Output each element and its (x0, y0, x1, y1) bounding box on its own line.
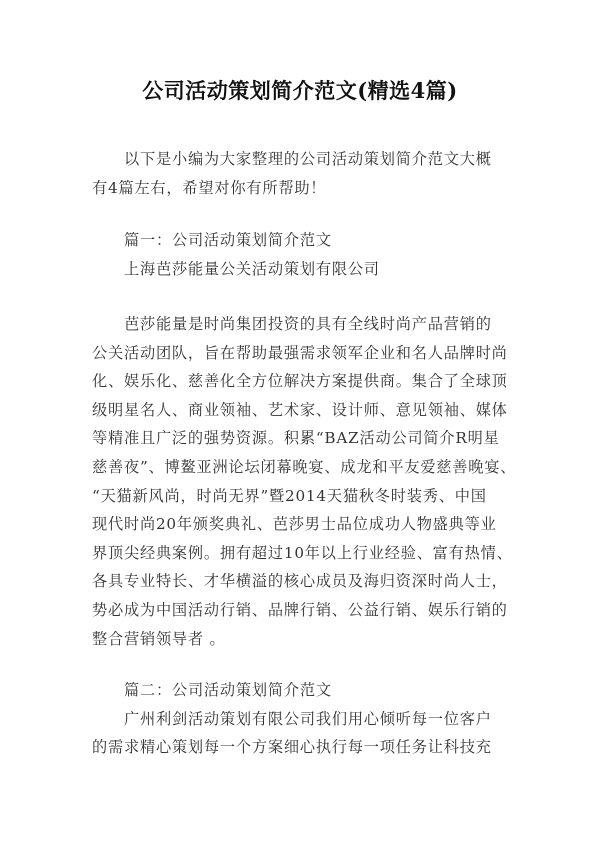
section-two-heading: 篇二：公司活动策划简介范文 (124, 681, 332, 699)
section-one-heading: 篇一：公司活动策划简介范文 (124, 231, 332, 249)
body-line: 公关活动团队，旨在帮助最强需求领军企业和名人品牌时尚 (92, 343, 508, 362)
section-two (92, 676, 510, 762)
body-line: “天猫新风尚，时尚无界”暨2014天猫秋冬时装秀、中国 (92, 486, 487, 505)
body-line: 化、娱乐化、慈善化全方位解决方案提供商。集合了全球顶 (92, 372, 508, 391)
intro-line: 有4篇左右，希望对你有所帮助！ (92, 178, 327, 197)
intro-paragraph (92, 145, 510, 202)
section-one-body (92, 310, 517, 653)
body-line: 整合营销领导者 。 (92, 629, 226, 648)
document-title: 公司活动策划简介范文(精选4篇) (142, 78, 458, 103)
body-line: 界顶尖经典案例。拥有超过10年以上行业经验、富有热情、 (92, 543, 513, 562)
body-line: 广州利剑活动策划有限公司我们用心倾听每一位客户 (124, 709, 492, 728)
body-line: 等精准且广泛的强势资源。积累“BAZ活动公司简介R明星 (92, 429, 500, 448)
body-line: 势必成为中国活动行销、品牌行销、公益行销、娱乐行销的 (92, 600, 508, 619)
body-line: 慈善夜”、博鳌亚洲论坛闭幕晚宴、成龙和平友爱慈善晚宴、 (92, 457, 517, 476)
body-line: 现代时尚20年颁奖典礼、芭莎男士品位成功人物盛典等业 (92, 515, 497, 534)
body-line: 各具专业特长、才华横溢的核心成员及海归资深时尚人士， (92, 572, 508, 591)
section-one-company: 上海芭莎能量公关活动策划有限公司 (124, 259, 380, 278)
body-line: 芭莎能量是时尚集团投资的具有全线时尚产品营销的 (124, 315, 492, 333)
body-line: 的需求精心策划每一个方案细心执行每一项任务让科技充 (92, 738, 492, 757)
intro-line: 以下是小编为大家整理的公司活动策划简介范文大概 (124, 150, 492, 168)
body-line: 级明星名人、商业领袖、艺术家、设计师、意见领袖、媒体 (92, 400, 508, 419)
section-one-header (92, 226, 510, 283)
